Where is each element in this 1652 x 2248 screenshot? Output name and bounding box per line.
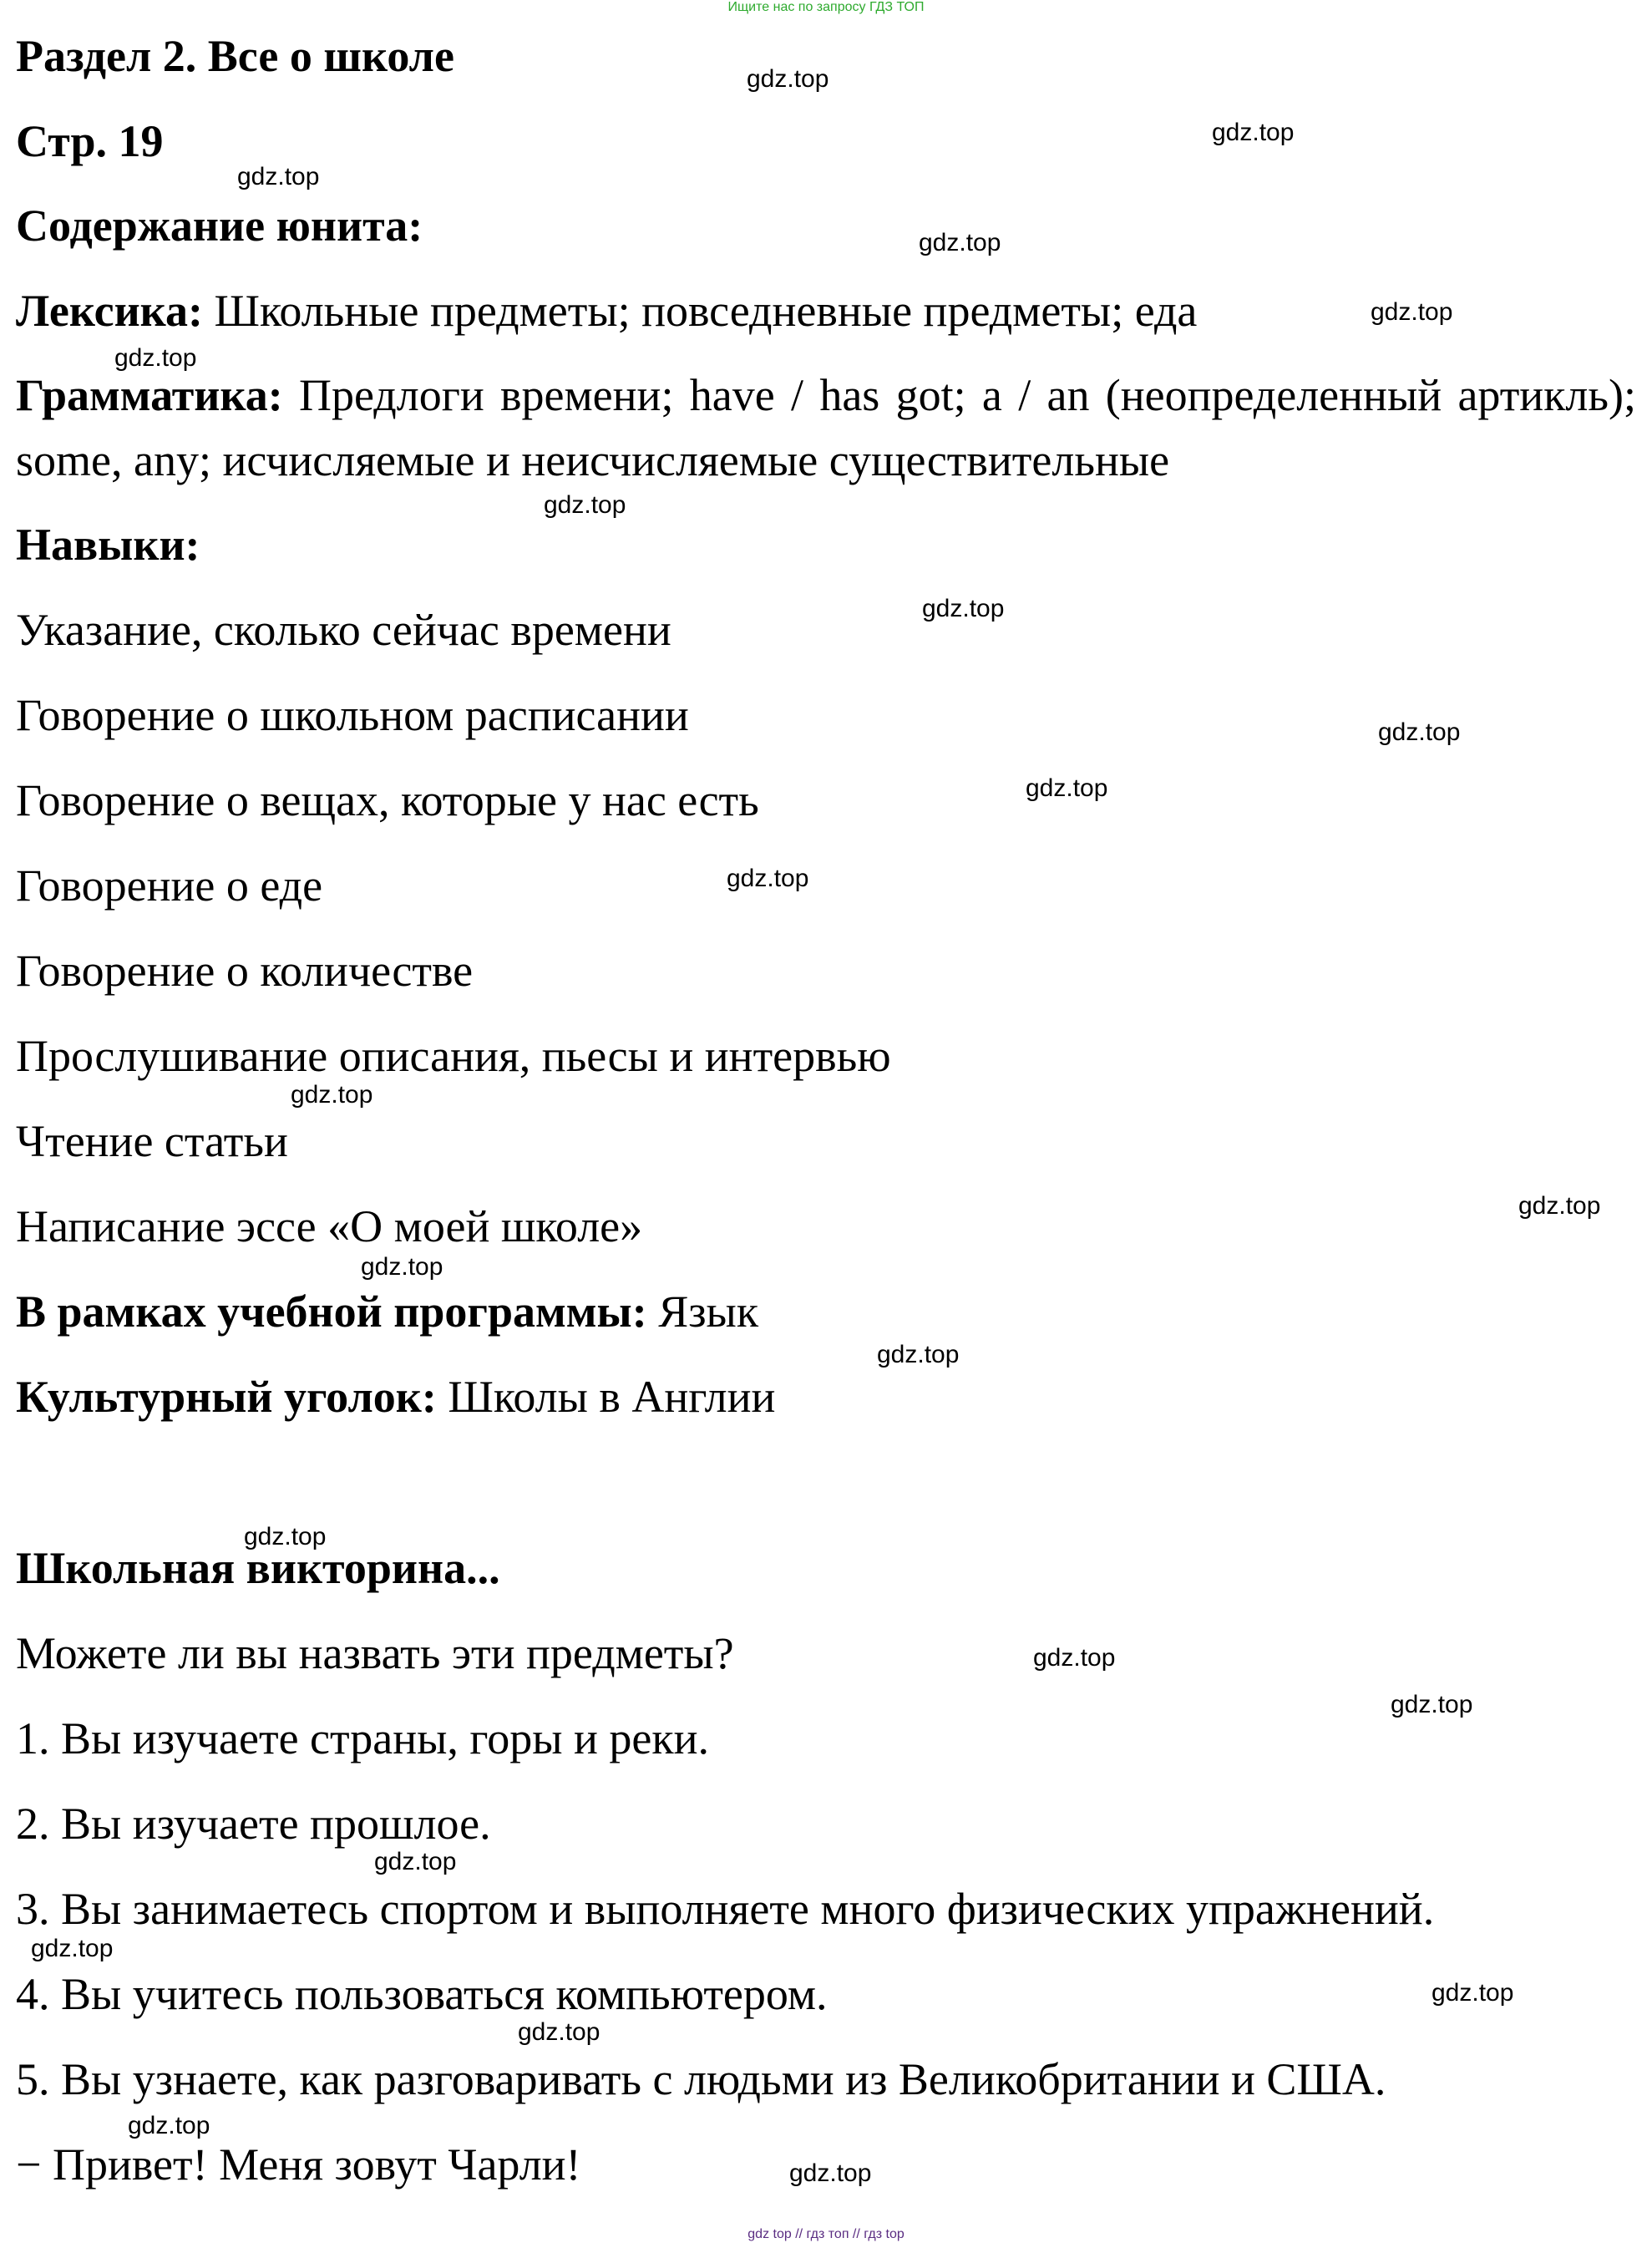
- quiz-item: 4. Вы учитесь пользоваться компьютером.: [16, 1969, 828, 2019]
- unit-content-heading: Содержание юнита:: [16, 200, 423, 251]
- skills-heading: Навыки:: [16, 520, 200, 570]
- grammar-text: Предлоги времени; have / has got; a / an (неопределенный артикль); some, any; исчисляемые и неисчисляемые существительные: [16, 370, 1636, 485]
- watermark: gdz.top: [922, 595, 1005, 622]
- skill-item: Прослушивание описания, пьесы и интервью: [16, 1031, 891, 1081]
- watermark: gdz.top: [1378, 718, 1461, 746]
- vocabulary-label: Лексика:: [16, 286, 203, 336]
- culture-text: Школы в Англии: [436, 1372, 776, 1422]
- grammar-paragraph: [16, 363, 1636, 493]
- watermark: gdz.top: [747, 65, 829, 93]
- watermark: gdz.top: [789, 2159, 872, 2187]
- vocabulary-line: [16, 286, 1198, 336]
- footer-watermark: gdz top // гдз топ // гдз top: [747, 2227, 905, 2241]
- watermark: gdz.top: [1033, 1644, 1116, 1672]
- curriculum-line: [16, 1286, 759, 1337]
- skill-item: Говорение о еде: [16, 860, 323, 911]
- culture-line: [16, 1372, 776, 1422]
- watermark: gdz.top: [374, 1848, 457, 1875]
- watermark: gdz.top: [1026, 774, 1108, 802]
- watermark: gdz.top: [518, 2018, 600, 2046]
- watermark: gdz.top: [31, 1935, 114, 1962]
- watermark: gdz.top: [128, 2112, 210, 2139]
- vocabulary-text: Школьные предметы; повседневные предметы; еда: [202, 286, 1198, 336]
- watermark: gdz.top: [1432, 1979, 1514, 2007]
- greeting-line: − Привет! Меня зовут Чарли!: [16, 2139, 581, 2190]
- skill-item: Говорение о количестве: [16, 946, 474, 996]
- watermark: gdz.top: [727, 865, 809, 892]
- watermark: gdz.top: [877, 1341, 960, 1368]
- section-title: Раздел 2. Все о школе: [16, 31, 454, 81]
- skill-item: Написание эссе «О моей школе»: [16, 1201, 643, 1251]
- watermark: gdz.top: [244, 1523, 327, 1550]
- curriculum-label: В рамках учебной программы:: [16, 1286, 647, 1337]
- quiz-item: 3. Вы занимаетесь спортом и выполняете много физических упражнений.: [16, 1884, 1435, 1934]
- watermark: gdz.top: [919, 229, 1001, 256]
- quiz-item: 2. Вы изучаете прошлое.: [16, 1799, 491, 1849]
- culture-label: Культурный уголок:: [16, 1372, 437, 1422]
- watermark: gdz.top: [1212, 119, 1295, 146]
- quiz-question: Можете ли вы назвать эти предметы?: [16, 1628, 734, 1678]
- skill-item: Говорение о вещах, которые у нас есть: [16, 775, 759, 825]
- watermark: gdz.top: [1391, 1691, 1473, 1718]
- page-label: Стр. 19: [16, 116, 164, 166]
- quiz-item: 1. Вы изучаете страны, горы и реки.: [16, 1713, 710, 1763]
- watermark: gdz.top: [291, 1081, 373, 1109]
- quiz-heading: Школьная викторина...: [16, 1543, 500, 1593]
- skill-item: Чтение статьи: [16, 1116, 288, 1166]
- skill-item: Указание, сколько сейчас времени: [16, 605, 671, 655]
- watermark: gdz.top: [237, 163, 320, 190]
- watermark: gdz.top: [114, 344, 197, 372]
- skill-item: Говорение о школьном расписании: [16, 690, 689, 740]
- curriculum-text: Язык: [646, 1286, 759, 1337]
- watermark: gdz.top: [1518, 1192, 1601, 1220]
- watermark: gdz.top: [544, 491, 626, 519]
- watermark: gdz.top: [1371, 298, 1453, 326]
- grammar-label: Грамматика:: [16, 370, 283, 420]
- watermark: gdz.top: [361, 1253, 443, 1281]
- quiz-item: 5. Вы узнаете, как разговаривать с людьми из Великобритании и США.: [16, 2054, 1386, 2104]
- top-search-note: Ищите нас по запросу ГДЗ ТОП: [727, 0, 925, 14]
